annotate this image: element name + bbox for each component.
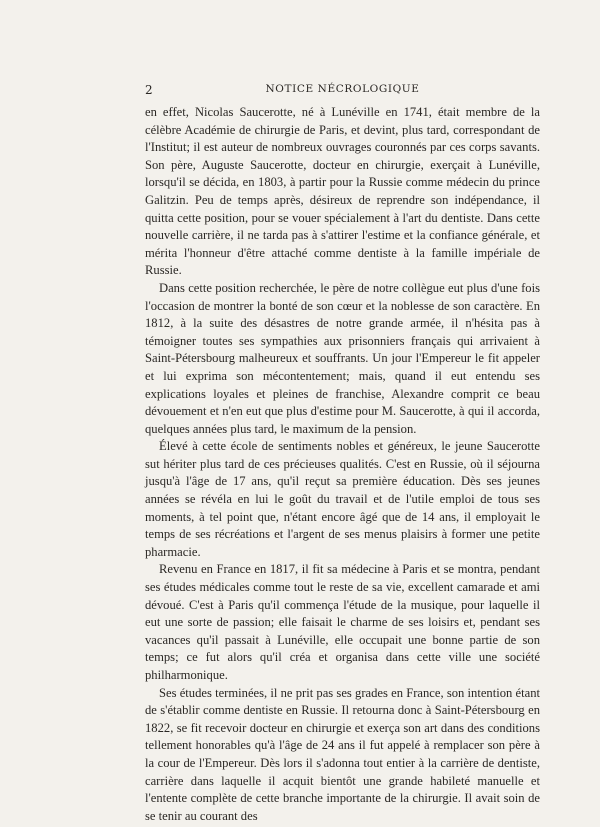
paragraph: en effet, Nicolas Saucerotte, né à Lunéville en 1741, était membre de la célèbre Académie de chirurgie de Paris, et devint, plus tard, correspondant de l'Institut; il est auteur de nombreux ouvrages couronnés par ces corps savants. Son père, Auguste Saucerotte, docteur en chirurgie, exerçait à Lunéville, lorsqu'il se décida, en 1803, à partir pour la Russie comme médecin du prince Galitzin. Peu de temps après, désireux de reprendre son indépendance, il quitta cette position, pour se vouer spécialement à l'art du dentiste. Dans cette nouvelle carrière, il ne tarda pas à s'attirer l'estime et la confiance générale, et mérita l'honneur d'être attaché comme dentiste à la famille impériale de Russie. [145,105,540,278]
paragraph: Élevé à cette école de sentiments nobles et généreux, le jeune Saucerotte sut hériter plus tard de ces précieuses qualités. C'est en Russie, où il séjourna jusqu'à l'âge de 17 ans, qu'il reçut sa première éducation. Dès ses jeunes années se révéla en lui le goût du travail et de l'utile emploi de tous ses moments, à tel point que, n'étant encore âgé que de 14 ans, il employait le temps de ses récréations et l'argent de ses menus plaisirs à former une petite pharmacie. [145,439,540,559]
paragraph: Ses études terminées, il ne prit pas ses grades en France, son intention étant de s'établir comme dentiste en Russie. Il retourna donc à Saint-Pétersbourg en 1822, se fit recevoir docteur en chirurgie et exerça son art dans des conditions tellement honorables qu'à l'âge de 24 ans il fut appelé à remplacer son père à la cour de l'Empereur. Dès lors il s'adonna tout entier à la carrière de dentiste, carrière dans laquelle il acquit bientôt une grande habileté manuelle et l'entente complète de cette branche importante de la chirurgie. Il avait soin de se tenir au courant des [145,685,540,823]
paragraph: Revenu en France en 1817, il fit sa médecine à Paris et se montra, pendant ses études médicales comme tout le reste de sa vie, excellent camarade et ami dévoué. C'est à Paris qu'il commença l'étude de la musique, pour laquelle il eut une sorte de passion; elle faisait le charme de ses loisirs et, pendant ses vacances qu'il passait à Lunéville, elle occupait une bonne partie de son temps; ce fut alors qu'il créa et organisa dans cette ville une société philharmonique. [145,562,540,682]
running-title: NOTICE NÉCROLOGIQUE [265,83,420,95]
page-header [145,83,540,99]
body-text [145,104,540,825]
page-number: 2 [145,83,154,97]
paragraph: Dans cette position recherchée, le père de notre collègue eut plus d'une fois l'occasion de montrer la bonté de son cœur et la noblesse de son caractère. En 1812, à la suite des désastres de notre grande armée, il n'hésita pas à témoigner toutes ses sympathies aux prisonniers français qui arrivaient à Saint-Pétersbourg malheureux et souffrants. Un jour l'Empereur le fit appeler et lui exprima son mécontentement; mais, quand il eut entendu ses explications loyales et pleines de franchise, Alexandre comprit ce beau dévouement et n'en eut que plus d'estime pour M. Saucerotte, à qui il accorda, quelques années plus tard, le maximum de la pension. [145,280,540,436]
